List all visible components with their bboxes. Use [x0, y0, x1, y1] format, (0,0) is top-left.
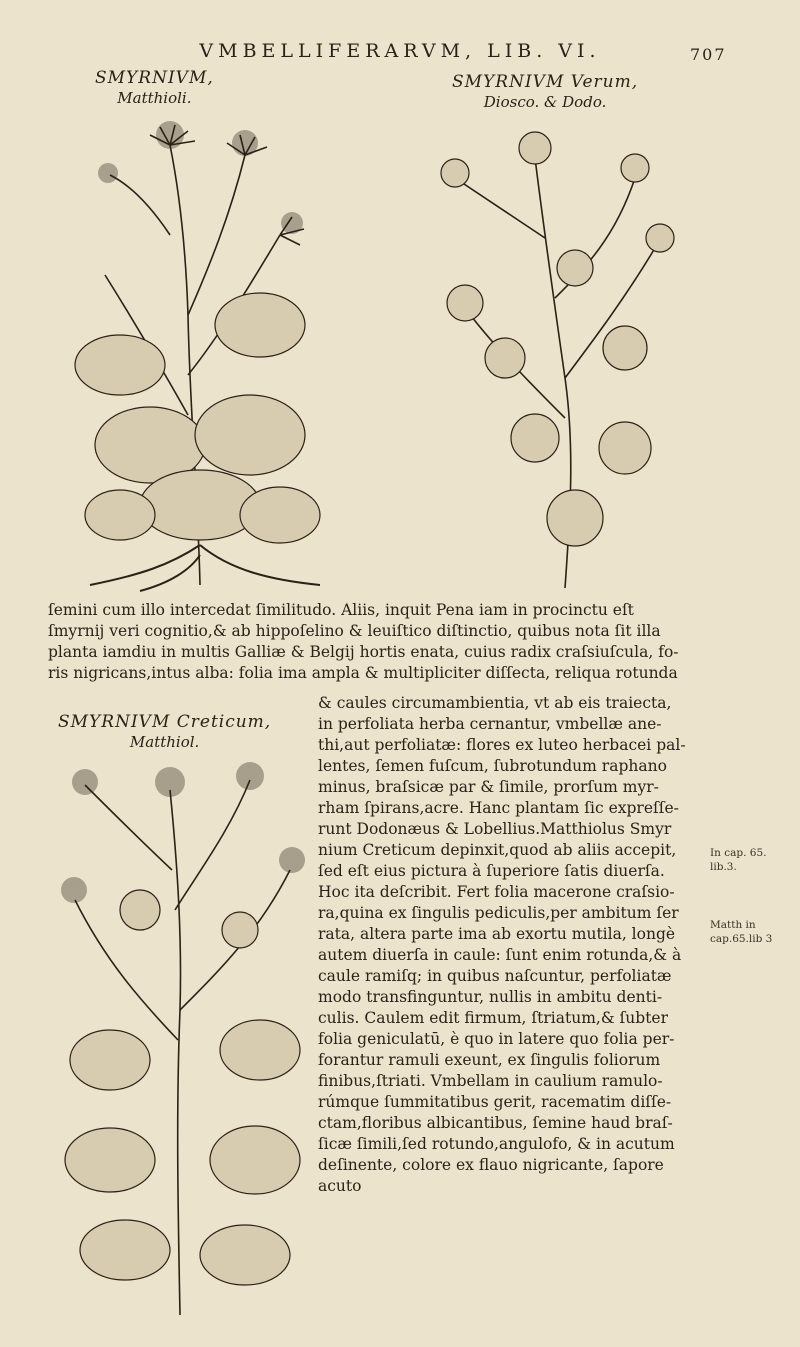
body-line: ſed eſt eius pictura à ſuperiore ſatis diuerſa. — [318, 862, 665, 880]
body-line: in perfoliata herba cernantur, vmbellæ ane- — [318, 715, 662, 733]
figure-1-subtitle: Matthioli. — [117, 89, 192, 107]
body-line: culis. Caulem edit firmum, ſtriatum,& ſubter — [318, 1009, 668, 1027]
body-line: folia geniculatū, è quo in latere quo folia per- — [318, 1030, 675, 1048]
body-line: lentes, ſemen fuſcum, ſubrotundum raphano — [318, 757, 667, 775]
body-line: ſemini cum illo intercedat ſimilitudo. Aliis, inquit Pena iam in procinctu eſt — [48, 601, 634, 619]
figure-2-title: SMYRNIVM Verum, — [452, 72, 639, 92]
body-line: nium Creticum depinxit,quod ab aliis accepit, — [318, 841, 677, 859]
body-line: caule ramiſq; in quibus naſcuntur, perfoliatæ — [318, 967, 672, 985]
body-line: rham ſpirans,acre. Hanc plantam ſic expreſſe- — [318, 799, 679, 817]
body-line: planta iamdiu in multis Galliæ & Belgij hortis enata, cuius radix craſsiuſcula, fo- — [48, 643, 679, 661]
body-line: deſinente, colore ex flauo nigricante, ſapore — [318, 1156, 664, 1174]
body-line: runt Dodonæus & Lobellius.Matthiolus Smyr — [318, 820, 672, 838]
body-line: rúmque ſummitatibus gerit, racematim diſſe- — [318, 1093, 672, 1111]
body-line: thi,aut perfoliatæ: flores ex luteo herbacei pal- — [318, 736, 686, 754]
body-line: ſicæ ſimili,ſed rotundo,angulofo, & in acutum — [318, 1135, 675, 1153]
figure-3-subtitle: Matthiol. — [129, 733, 200, 751]
body-line: ra,quina ex ſingulis pediculis,per ambitum ſer — [318, 904, 679, 922]
body-line: Hoc ita deſcribit. Fert folia macerone craſsio- — [318, 883, 675, 901]
margin-note-line: cap.65.lib 3 — [710, 933, 773, 945]
page-number: 707 — [690, 45, 727, 64]
figure-2-woodcut — [425, 118, 695, 593]
body-line: autem diuerſa in caule: ſunt enim rotunda,& à — [318, 946, 682, 964]
body-text-column — [318, 693, 698, 1197]
figure-1-caption — [95, 68, 214, 108]
margin-note-2 — [710, 918, 772, 946]
figure-2-caption — [452, 72, 638, 112]
body-line: ris nigricans,intus alba: folia ima ampla & multipliciter diſſecta, reliqua rotunda — [48, 664, 678, 682]
body-line: modo transfinguntur, nullis in ambitu denti- — [318, 988, 663, 1006]
body-text-full-width — [48, 600, 698, 684]
figure-3-title: SMYRNIVM Creticum, — [58, 712, 272, 732]
margin-note-line: Matth in — [710, 919, 756, 931]
body-line: rata, altera parte ima ab exortu mutila, longè — [318, 925, 676, 943]
running-title: VMBELLIFERARVM, LIB. VI. — [199, 40, 601, 62]
body-line: minus, braſsicæ par & ſimile, prorſum myr- — [318, 778, 659, 796]
figure-3-caption — [58, 712, 271, 752]
body-line: & caules circumambientia, vt ab eis traiecta, — [318, 694, 672, 712]
catchword: acuto — [318, 1177, 362, 1195]
body-line: ſmyrnij veri cognitio,& ab hippoſelino & leuiſtico diſtinctio, quibus nota ſit illa — [48, 622, 661, 640]
body-line: finibus,ſtriati. Vmbellam in caulium ramulo- — [318, 1072, 663, 1090]
body-line: forantur ramuli exeunt, ex ſingulis foliorum — [318, 1051, 661, 1069]
body-line: ctam,floribus albicantibus, ſemine haud braſ- — [318, 1114, 673, 1132]
figure-1-woodcut — [60, 115, 340, 595]
figure-3-woodcut — [50, 760, 312, 1320]
figure-2-subtitle: Diosco. & Dodo. — [483, 93, 607, 111]
margin-note-line: lib.3. — [710, 861, 737, 873]
figure-1-title: SMYRNIVM, — [95, 68, 214, 88]
margin-note-1 — [710, 846, 766, 874]
margin-note-line: In cap. 65. — [710, 847, 767, 859]
